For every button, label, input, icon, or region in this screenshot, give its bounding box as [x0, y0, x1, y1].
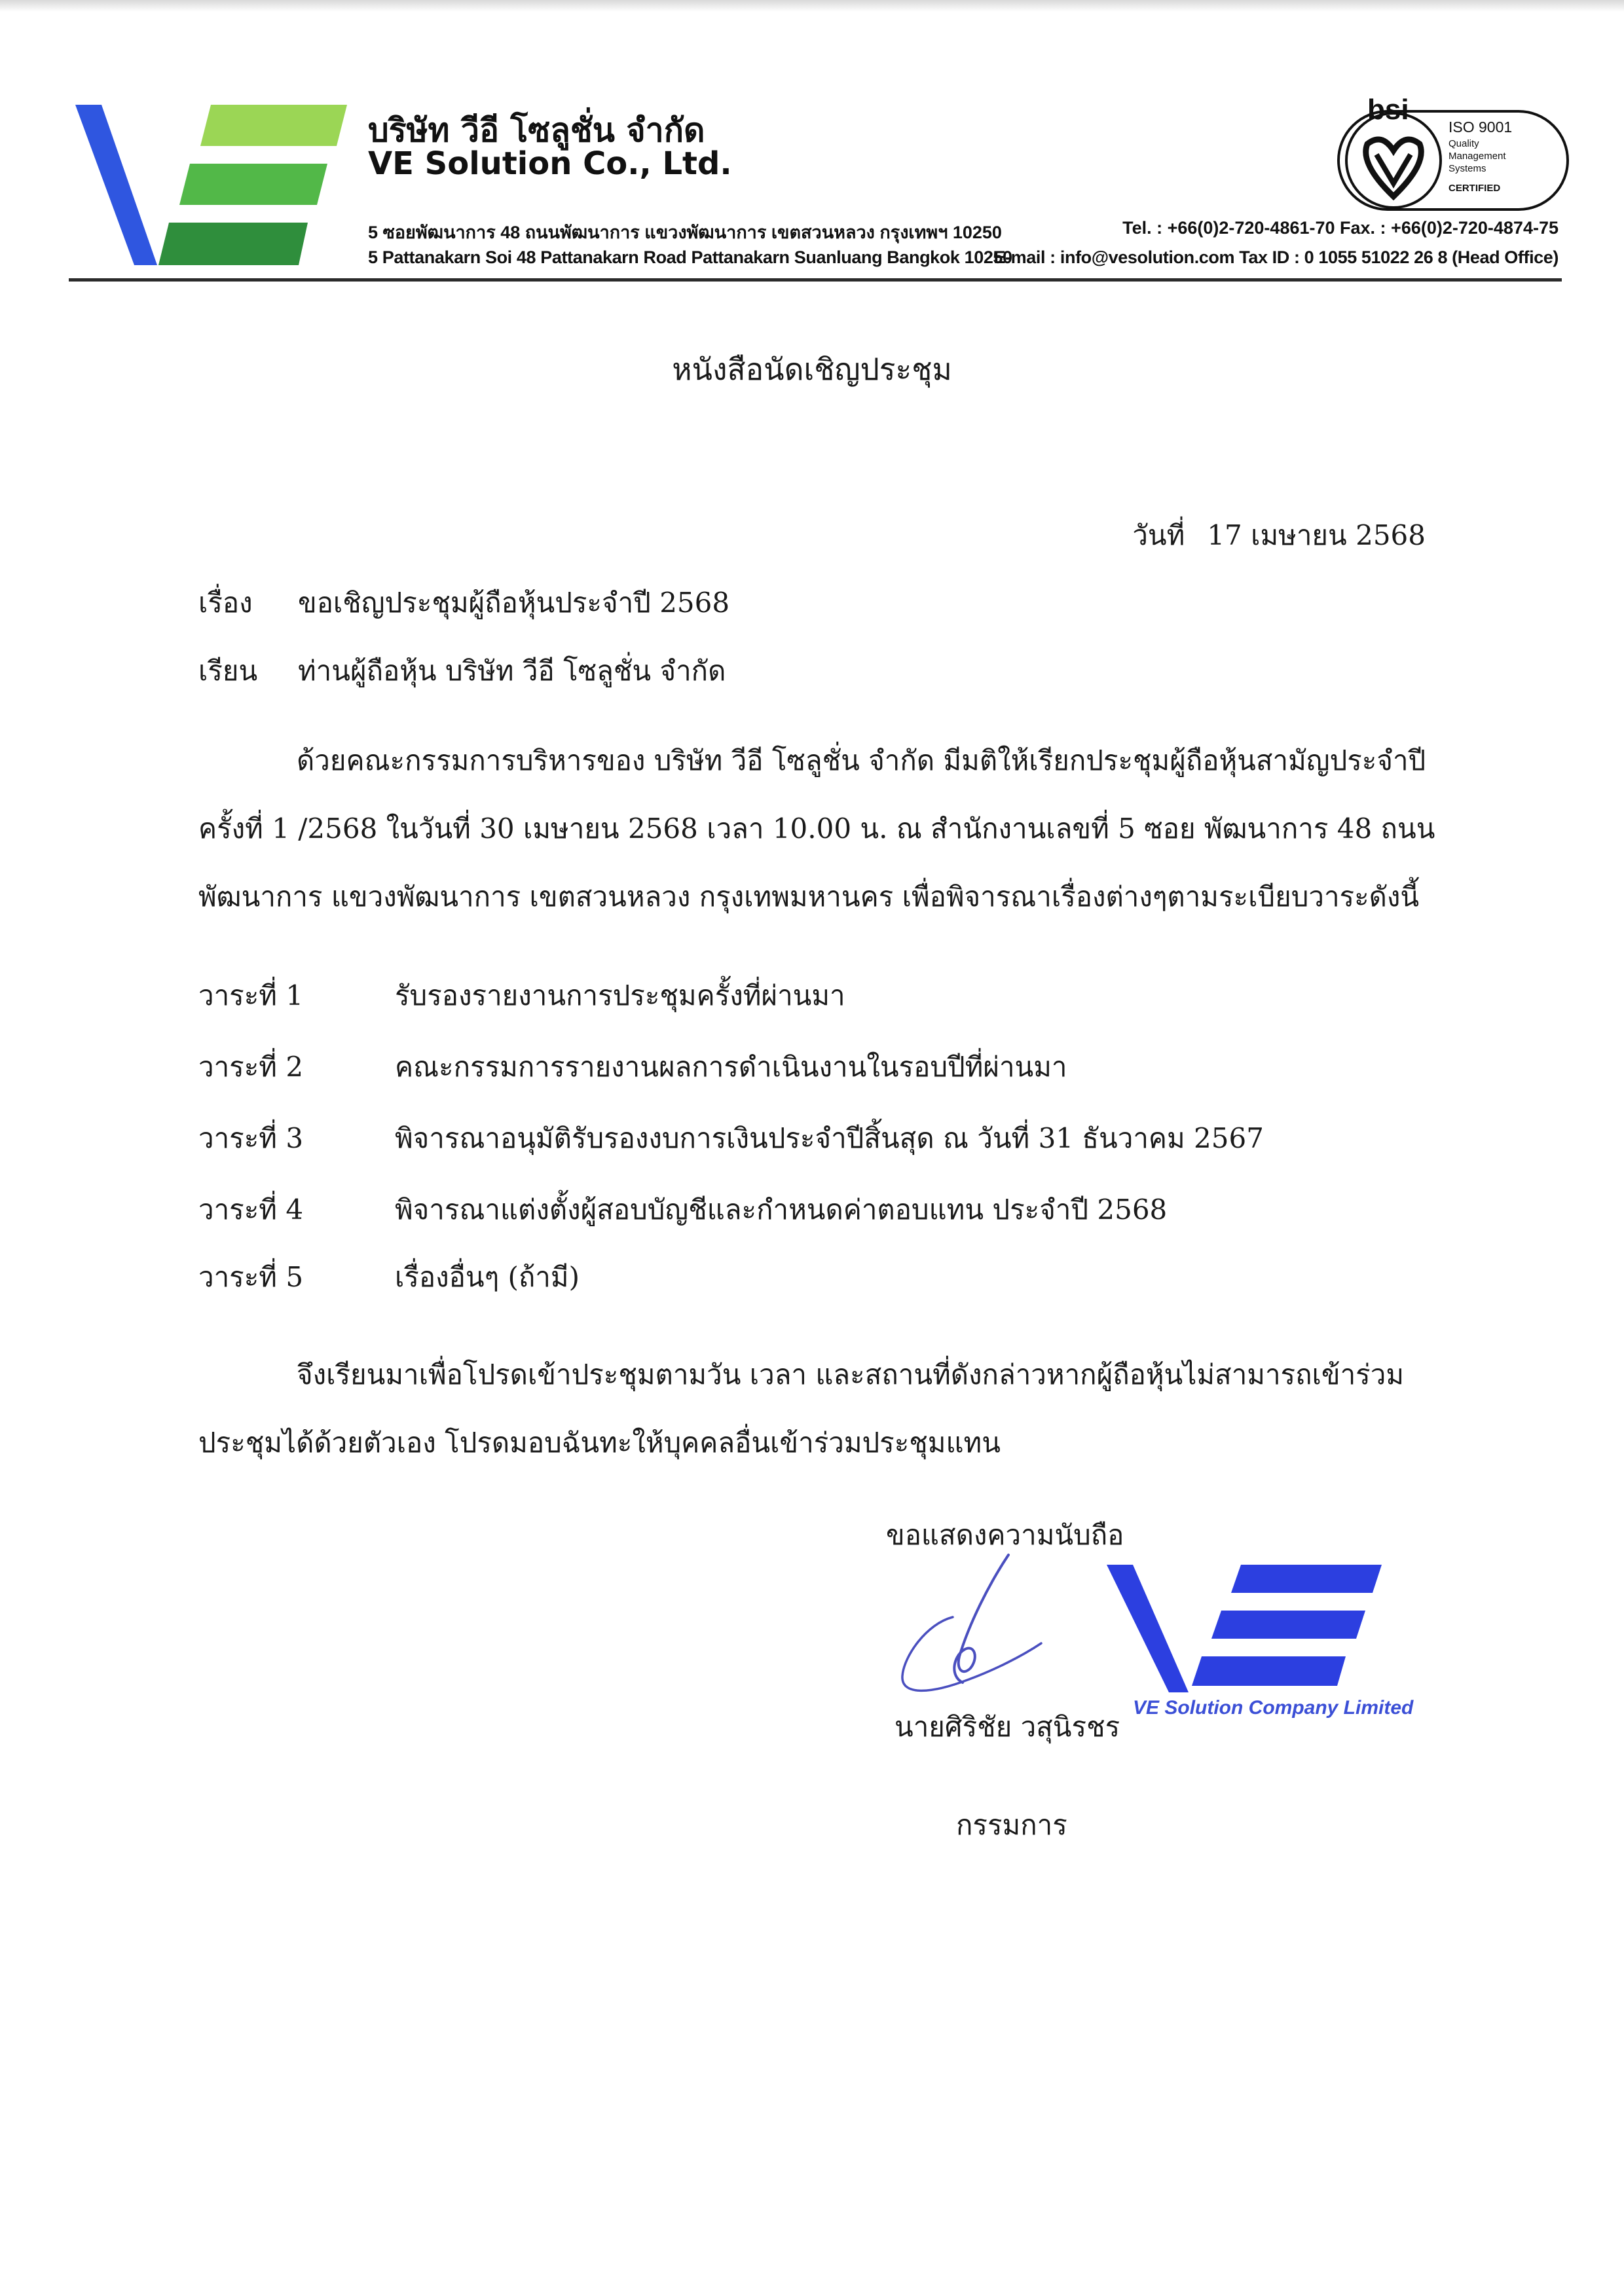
closing-line: ประชุมได้ด้วยตัวเอง โปรดมอบฉันทะให้บุคคลอื่นเข้าร่วมประชุมแทน [198, 1427, 1001, 1459]
agenda-label-4: วาระที่ 4 [198, 1194, 304, 1226]
intro-paragraph [198, 727, 1435, 931]
agenda-item-4: พิจารณาแต่งตั้งผู้สอบบัญชีและกำหนดค่าตอบแทน ประจำปี 2568 [395, 1194, 1168, 1226]
agenda-label-5: วาระที่ 5 [198, 1261, 304, 1293]
company-name-en: VE Solution Co., Ltd. [368, 145, 732, 182]
agenda-item-3: พิจารณาอนุมัติรับรองงบการเงินประจำปีสิ้นสุด ณ วันที่ 31 ธันวาคม 2567 [395, 1122, 1264, 1154]
signer-name: นายศิริชัย วสุนิรชร [895, 1711, 1120, 1743]
closing-paragraph [198, 1341, 1426, 1477]
intro-line: พัฒนาการ แขวงพัฒนาการ เขตสวนหลวง กรุงเทพมหานคร เพื่อพิจารณาเรื่องต่างๆตามระเบียบวาระดังนี้ [198, 881, 1420, 913]
phone-number: Tel. : +66(0)2-720-4861-70 [1122, 218, 1335, 238]
cert-line-3: Systems [1449, 163, 1486, 174]
cert-line-2: Management [1449, 151, 1506, 162]
intro-line: ด้วยคณะกรรมการบริหารของ บริษัท วีอี โซลูชั่น จำกัด มีมติให้เรียกประชุมผู้ถือหุ้นสามัญประจำปี [297, 744, 1426, 776]
fax-number: Fax. : +66(0)2-720-4874-75 [1340, 218, 1559, 238]
email-tax [993, 247, 1559, 268]
company-name-th: บริษัท วีอี โซลูชั่น จำกัด [368, 111, 705, 149]
company-seal-text: VE Solution Company Limited [1133, 1697, 1414, 1719]
signer-position: กรรมการ [956, 1809, 1067, 1841]
closing-line: จึงเรียนมาเพื่อโปรดเข้าประชุมตามวัน เวลา และสถานที่ดังกล่าวหากผู้ถือหุ้นไม่สามารถเข้าร่วม [297, 1358, 1405, 1391]
letterhead-divider [69, 278, 1562, 282]
recipient-label: เรียน [198, 655, 258, 687]
bsi-certification-badge [1336, 92, 1572, 216]
cert-status: CERTIFIED [1449, 183, 1501, 194]
agenda-label-2: วาระที่ 2 [198, 1051, 304, 1083]
company-address-th: 5 ซอยพัฒนาการ 48 ถนนพัฒนาการ แขวงพัฒนาการ เขตสวนหลวง กรุงเทพฯ 10250 [368, 223, 1002, 242]
recipient-value: ท่านผู้ถือหุ้น บริษัท วีอี โซลูชั่น จำกัด [298, 655, 726, 687]
tax-id: Tax ID : 0 1055 51022 26 8 (Head Office) [1239, 247, 1559, 267]
intro-line: ครั้งที่ 1 /2568 ในวันที่ 30 เมษายน 2568 เวลา 10.00 น. ณ สำนักงานเลขที่ 5 ซอย พัฒนาการ 48 ถนน [198, 812, 1435, 845]
agenda-item-5: เรื่องอื่นๆ (ถ้ามี) [395, 1261, 580, 1293]
cert-standard: ISO 9001 [1449, 118, 1513, 136]
agenda-label-1: วาระที่ 1 [198, 979, 304, 1011]
scan-edge [0, 0, 1624, 12]
company-address-en: 5 Pattanakarn Soi 48 Pattanakarn Road Pattanakarn Suanluang Bangkok 10250 [368, 247, 1012, 267]
handwritten-signature [891, 1545, 1048, 1709]
agenda-item-1: รับรองรายงานการประชุมครั้งที่ผ่านมา [395, 979, 845, 1011]
email-address: E-mail : info@vesolution.com [993, 247, 1235, 267]
bsi-brand: bsi [1367, 94, 1409, 126]
phone-fax [1122, 218, 1559, 238]
agenda-item-2: คณะกรรมการรายงานผลการดำเนินงานในรอบปีที่ผ่านมา [395, 1051, 1067, 1083]
cert-line-1: Quality [1449, 138, 1479, 149]
document-title: หนังสือนัดเชิญประชุม [672, 352, 952, 387]
date-value: 17 เมษายน 2568 [1207, 519, 1426, 551]
sign-off: ขอแสดงความนับถือ [886, 1519, 1124, 1551]
subject-value: ขอเชิญประชุมผู้ถือหุ้นประจำปี 2568 [298, 587, 730, 619]
subject-label: เรื่อง [198, 587, 253, 619]
ve-logo-icon [72, 101, 354, 272]
date-label: วันที่ [1132, 519, 1185, 551]
document-date [1132, 514, 1426, 557]
agenda-label-3: วาระที่ 3 [198, 1122, 304, 1154]
